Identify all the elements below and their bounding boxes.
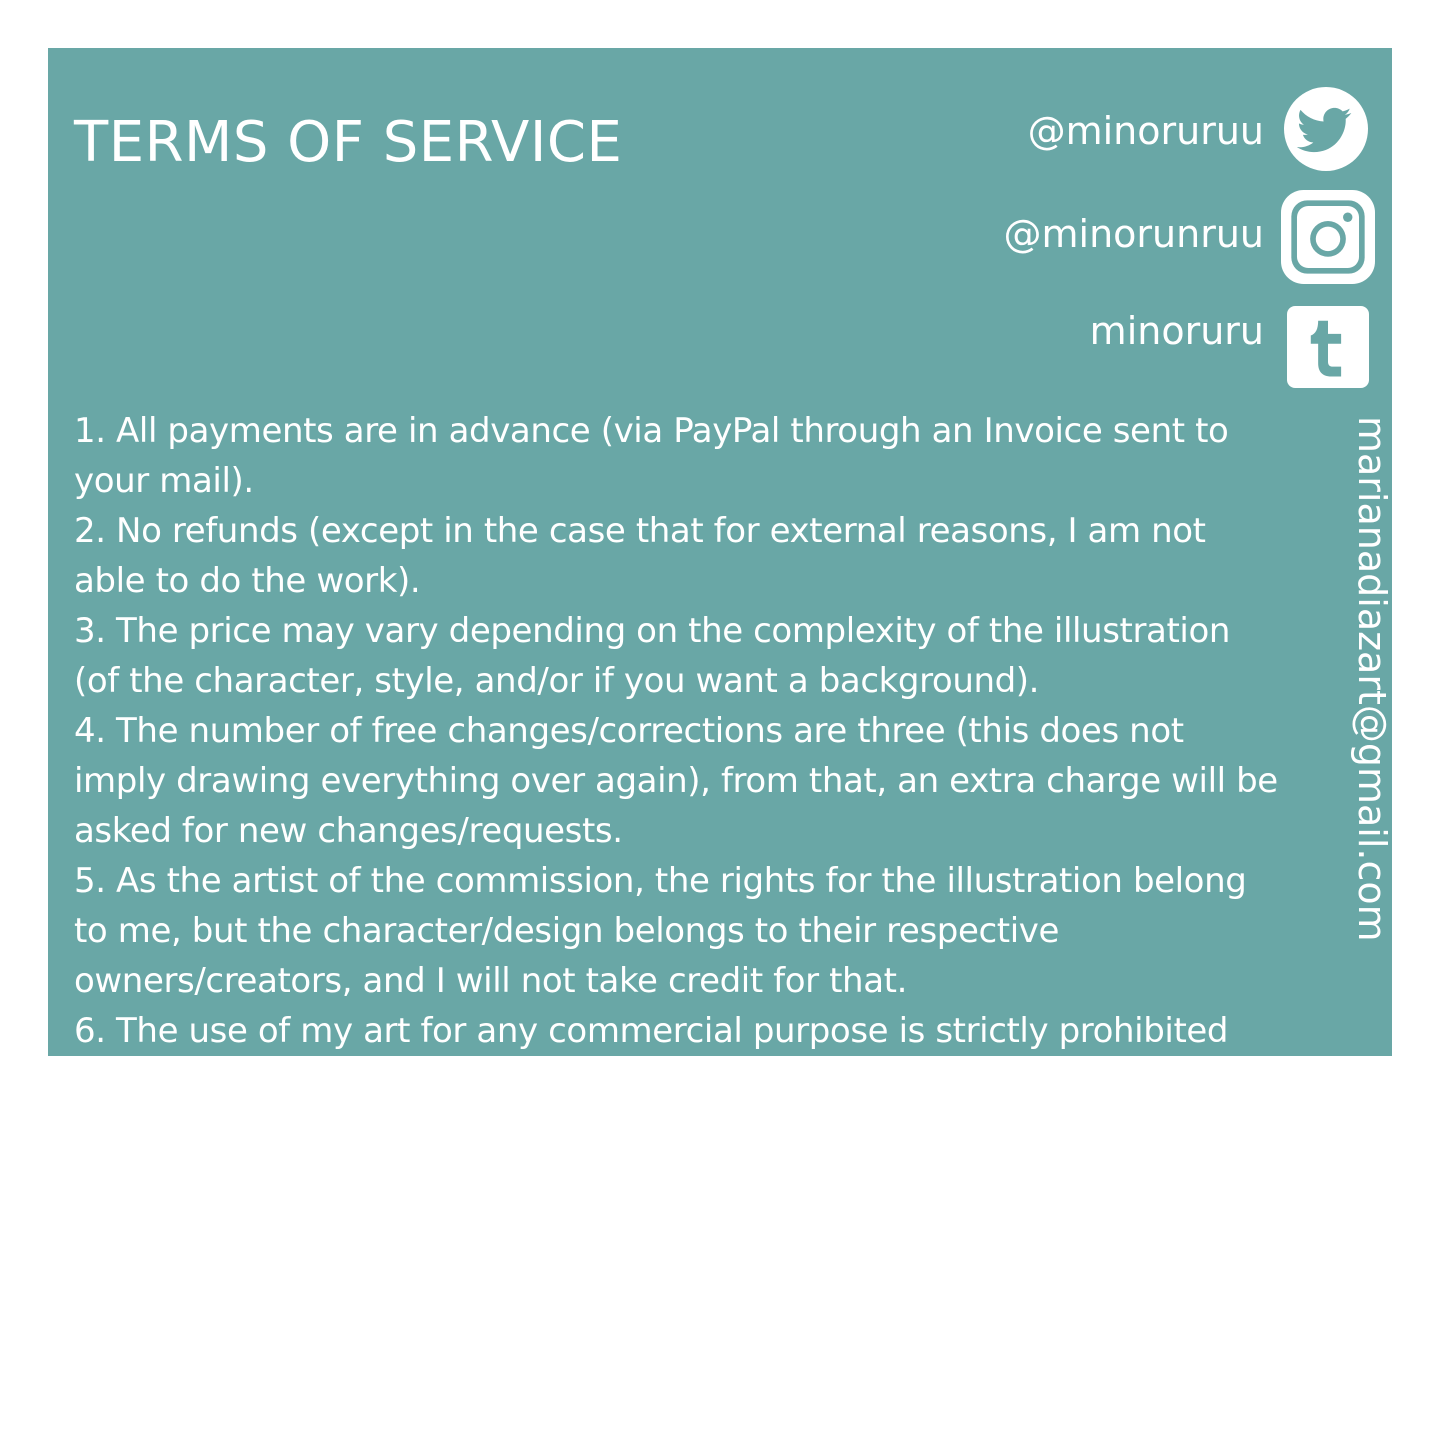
- instagram-camera-icon[interactable]: [1281, 190, 1375, 284]
- terms-panel: [48, 48, 1394, 1251]
- term-item: 7. The use of my art for any AI training or feeding/AI, or any Generative AI related stuff is strictly prohibited.: [74, 1161, 1265, 1251]
- twitter-handle[interactable]: @minoruruu: [1027, 109, 1264, 153]
- term-item: 3. The price may vary depending on the complexity of the illustration (of the character, style, and/or if you want a background).: [74, 611, 1230, 701]
- term-item: 5. As the artist of the commission, the rights for the illustration belong to me, but the character/design belongs to their respective owners/creators, and I will not take credit for that.: [74, 861, 1247, 1001]
- email-address[interactable]: marianadiazart@gmail.com: [1350, 416, 1394, 942]
- term-item: 1. All payments are in advance (via PayPal through an Invoice sent to your mail).: [74, 411, 1229, 501]
- term-item: 4. The number of free changes/corrections are three (this does not imply drawing everything over again), from that, an extra charge will be asked for new changes/requests.: [74, 711, 1278, 851]
- page-title: TERMS OF SERVICE: [74, 110, 623, 175]
- tumblr-t-icon[interactable]: [1287, 306, 1369, 388]
- term-item: 6. The use of my art for any commercial purpose is strictly prohibited (NFT's, merchandise, or any type of project from which you could profit monetarily). Ask for commercial use/Distribution Rights fees.: [74, 1011, 1259, 1151]
- term-item: 2. No refunds (except in the case that for external reasons, I am not able to do the work).: [74, 511, 1206, 601]
- instagram-handle[interactable]: @minorunruu: [1003, 212, 1264, 256]
- twitter-bird-icon[interactable]: [1284, 87, 1368, 171]
- terms-list: [74, 406, 1284, 1256]
- tumblr-handle[interactable]: minoruru: [1089, 309, 1264, 353]
